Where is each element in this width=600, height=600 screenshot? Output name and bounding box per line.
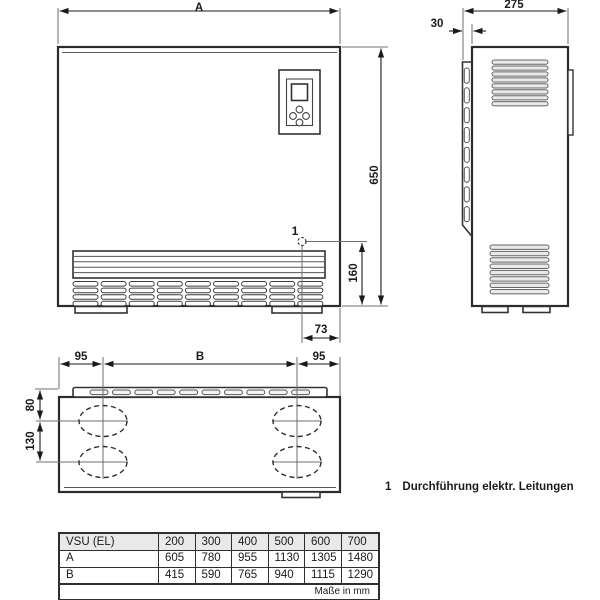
dimension-table [58, 532, 380, 600]
marker-1-label: 1 [291, 224, 299, 238]
right-foot [272, 307, 322, 314]
row-b-label: B [60, 568, 159, 584]
dim-panel-offset-label: 30 [430, 18, 444, 30]
row-b-val-600: 1115 [305, 568, 342, 584]
row-b-val-400: 765 [232, 568, 269, 584]
dim-grille-offset-label: 73 [314, 324, 328, 336]
dim-knockout-spacing-label: 130 [25, 431, 37, 451]
dim-grille-height-label: 160 [348, 263, 360, 283]
table-header-500: 500 [269, 534, 306, 551]
table-header-row [60, 534, 378, 551]
table-header-model: VSU (EL) [60, 534, 159, 551]
air-outlet-grille [73, 251, 325, 278]
table-header-300: 300 [196, 534, 233, 551]
side-foot-front [482, 307, 508, 313]
row-b-val-300: 590 [196, 568, 233, 584]
row-a-val-700: 1480 [342, 551, 379, 568]
bottom-view [35, 357, 340, 498]
dim-knockout-offset-label: 80 [25, 398, 37, 412]
row-a-val-500: 1130 [269, 551, 306, 568]
dim-depth-label: 275 [504, 0, 524, 11]
table-row-a [60, 551, 378, 568]
row-a-val-600: 1305 [305, 551, 342, 568]
rear-bracket [568, 70, 573, 135]
top-vent-strip [73, 388, 327, 398]
legend-ref-number: 1 [385, 481, 392, 493]
row-a-val-200: 605 [159, 551, 196, 568]
row-a-val-400: 955 [232, 551, 269, 568]
bottom-foot [282, 492, 320, 498]
dim-right-margin-label: 95 [312, 351, 326, 363]
table-header-400: 400 [232, 534, 269, 551]
table-header-700: 700 [342, 534, 379, 551]
row-b-val-700: 1290 [347, 568, 374, 581]
table-footer-units: Maße in mm [60, 583, 378, 599]
table-header-600: 600 [305, 534, 342, 551]
front-view [58, 8, 388, 343]
row-a-label: A [60, 551, 159, 568]
left-foot [75, 307, 127, 314]
table-header-200: 200 [159, 534, 196, 551]
display-screen [292, 84, 308, 101]
table-row-b [60, 568, 378, 584]
side-foot-rear [523, 307, 550, 313]
front-panel-slots [464, 68, 469, 222]
dim-front-height-label: 650 [369, 165, 381, 185]
side-view [449, 8, 573, 313]
control-panel [279, 70, 320, 134]
row-b-val-500: 940 [269, 568, 306, 584]
row-a-val-300: 780 [196, 551, 233, 568]
dim-front-width-label: A [194, 2, 204, 14]
dim-left-margin-label: 95 [74, 351, 88, 363]
legend-text: Durchführung elektr. Leitungen [402, 481, 574, 493]
legend [385, 481, 574, 493]
row-b-val-200: 415 [159, 568, 196, 584]
dim-bottom-width-label: B [195, 351, 205, 363]
